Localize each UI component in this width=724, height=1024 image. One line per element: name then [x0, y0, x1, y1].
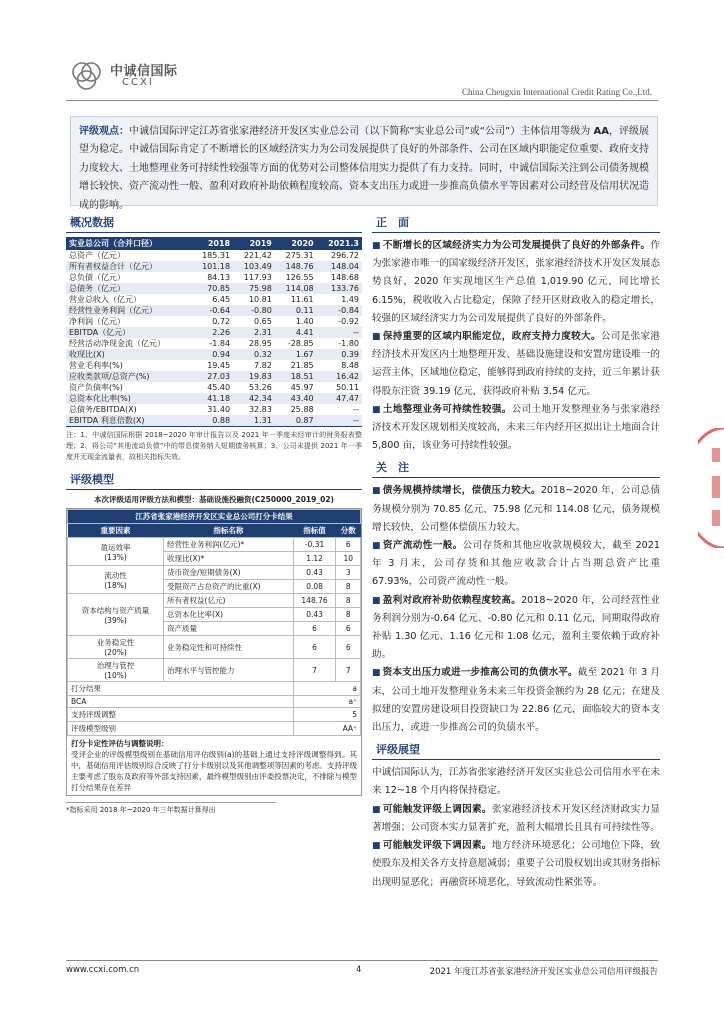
positive-item-head: 土地整理业务可持续性较强。 — [382, 403, 512, 415]
overview-row — [66, 382, 362, 393]
explanation-title: 打分卡定性评估与调整说明： — [71, 739, 169, 748]
downgrade-factors — [372, 837, 660, 892]
scorecard-indicator: 治理水平与管控能力 — [164, 659, 294, 682]
outlook-title: 评级展望 — [376, 743, 420, 757]
overview-value: 117.93 — [243, 273, 272, 282]
scorecard-source-note: *指标采用 2018 年~2020 年三年数据计算得出 — [66, 802, 276, 815]
scorecard-factor — [68, 594, 164, 636]
overview-value: 6.45 — [212, 295, 231, 304]
positive-item — [372, 401, 660, 456]
overview-value: -1.84 — [209, 339, 231, 348]
bullet-square-icon: ■ — [372, 332, 381, 343]
scorecard-score: 8 — [336, 608, 361, 622]
scorecard-row — [68, 594, 361, 608]
overview-title: 概况数据 — [70, 216, 114, 229]
overview-value: 47.47 — [317, 393, 362, 404]
overview-metric: EBITDA（亿元） — [66, 327, 191, 338]
overview-value: 0.94 — [191, 349, 233, 360]
overview-value: 50.11 — [336, 383, 359, 392]
footer-page-number: 4 — [356, 965, 362, 975]
upgrade-factors — [372, 801, 660, 837]
scorecard-indicator: 所有者权益(亿元) — [164, 594, 294, 608]
scorecard-score: 7 — [336, 659, 361, 682]
scorecard-summary-row — [68, 696, 361, 708]
upgrade-body: 张家港经济技术开发区经济财政实力显著增强；公司资本实力显著扩充，盈利大幅增长且具有可持续性等。 — [372, 803, 660, 833]
overview-value: 19.83 — [233, 371, 275, 382]
scorecard-score: 6 — [336, 636, 361, 659]
overview-value: 126.55 — [285, 273, 314, 282]
scorecard-score: 6 — [336, 622, 361, 636]
scorecard-summary-row — [68, 708, 361, 722]
logo-cn-text: 中诚信国际 — [110, 64, 178, 79]
factor-name: 资本结构与资产质量 — [81, 605, 150, 615]
scorecard-indicator-value: 0.43 — [293, 566, 336, 580]
overview-row — [66, 360, 362, 371]
overview-header-cell: 实业总公司（合并口径） — [66, 237, 191, 250]
summary-text-1: 中诚信国际评定江苏省张家港经济开发区实业总公司（以下简称“实业总公司”或“公司”）主体信用等级为 — [129, 126, 594, 137]
overview-value: 27.03 — [191, 371, 233, 382]
overview-value: -- — [317, 327, 362, 338]
overview-value: -0.80 — [233, 305, 275, 316]
overview-value: 296.72 — [331, 251, 359, 260]
overview-value: 1.31 — [233, 415, 275, 427]
footer-website: www.ccxi.com.cn — [66, 965, 140, 975]
outlook-title-rule — [372, 759, 660, 760]
explanation-text: 受评企业的评级模型级别在基础信用评估级别(a)的基础上通过支持评级调整得到。其中，基础信用评估级别综合反映了打分卡级别以及其他调整项等因素的考虑。支持评级主要考虑了股东及政府等外部支持因素，最终模型级别由评委投票决定，不排除与模型打分结果存在差异 — [71, 750, 357, 792]
negative-item-head: 资产流动性一般。 — [382, 540, 463, 552]
bullet-square-icon: ■ — [372, 541, 381, 552]
positive-item — [372, 237, 660, 328]
logo-en-text: CCXI — [122, 77, 154, 88]
overview-metric: 应收类款项/总资产(%) — [66, 371, 191, 382]
overview-value: 0.32 — [233, 349, 275, 360]
upgrade-head: 可能触发评级上调因素。 — [382, 803, 492, 815]
overview-metric: 收现比(X) — [66, 349, 191, 360]
downgrade-body: 地方经济环境恶化；公司地位下降，致使股东及相关各方支持意愿减弱；重要子公司股权划出或其财务指标出现明显恶化；再融资环境恶化，导致流动性紧张等。 — [372, 840, 660, 888]
overview-header-cell: 2019 — [233, 237, 275, 250]
overview-value: 1.67 — [275, 349, 317, 360]
overview-metric: 总债务/EBITDA(X) — [69, 405, 137, 414]
scorecard-indicator: 业务稳定性和可持续性 — [164, 636, 294, 659]
overview-value: 185.31 — [202, 251, 231, 260]
negative-item-body: 公司存货和其他应收款规模较大，截至 2021 年 3 月末，公司存货和其他应收款合计占当期总资产比重 67.93%，公司资产流动性一般。 — [372, 540, 660, 588]
overview-metric: 营业总收入（亿元） — [69, 295, 141, 304]
scorecard-row — [68, 566, 361, 580]
negative-item-head: 盈利对政府补助依赖程度较高。 — [382, 594, 522, 606]
overview-header-cell: 2021.3 — [317, 237, 362, 250]
overview-value: 101.18 — [191, 261, 233, 272]
overview-header-cell: 2020 — [275, 237, 317, 250]
overview-metric: 总负债（亿元） — [69, 273, 125, 282]
model-title: 评级模型 — [70, 473, 114, 486]
negative-item — [372, 482, 660, 537]
overview-value: 2.31 — [233, 327, 275, 338]
negative-title: 关 注 — [376, 461, 409, 475]
overview-metric: 营业毛利率(%) — [69, 361, 123, 370]
scorecard-score: 8 — [336, 580, 361, 594]
overview-value: -0.84 — [317, 305, 362, 316]
positive-item-body: 公司土地开发整理业务与张家港经济技术开发区规划相关度较高，未来三年内经开区拟出让土地面合计 5,800 亩，该业务可持续性较强。 — [372, 403, 661, 452]
scorecard-factor — [68, 636, 164, 659]
summary-lead: 评级观点： — [79, 126, 130, 137]
scorecard-indicator-value: 1.12 — [293, 552, 336, 566]
overview-value: 21.85 — [290, 361, 314, 370]
factor-weight: (18%) — [104, 580, 127, 590]
factor-name: 盈运效率 — [100, 542, 131, 552]
overview-value: 0.88 — [191, 415, 233, 427]
footer-divider — [66, 960, 658, 961]
seal-stamp-icon — [698, 428, 724, 548]
overview-row — [66, 404, 362, 415]
overview-title-rule — [66, 232, 362, 233]
scorecard-factor — [68, 566, 164, 594]
bullet-square-icon: ■ — [372, 486, 381, 497]
scorecard-table — [67, 509, 361, 736]
overview-metric: EBITDA 利息倍数(X) — [66, 415, 191, 427]
negative-item — [372, 537, 660, 592]
scorecard-header-cell: 指标值 — [293, 524, 336, 538]
overview-value: 45.97 — [290, 383, 314, 392]
overview-value: 32.83 — [248, 405, 272, 414]
overview-value: 53.26 — [248, 383, 272, 392]
overview-value: 8.48 — [341, 361, 359, 370]
bullet-square-icon: ■ — [372, 404, 381, 415]
overview-value: 31.40 — [207, 405, 231, 414]
scorecard-indicator-value: 0.08 — [293, 580, 336, 594]
overview-value: 221.42 — [243, 251, 272, 260]
scorecard-indicator-value: 0.43 — [293, 608, 336, 622]
overview-table — [66, 237, 362, 427]
footer-report-name: 2021 年度江苏省张家港经济开发区实业总公司信用评级报告 — [429, 967, 658, 977]
overview-value: 1.49 — [341, 295, 359, 304]
scorecard-indicator-value: -0.31 — [293, 538, 336, 552]
overview-value: 18.51 — [275, 371, 317, 382]
overview-row — [66, 305, 362, 316]
overview-value: -1.80 — [338, 339, 359, 348]
model-caption: 本次评级适用评级方法和模型：基础设施投融资(C250000_2019_02) — [94, 495, 334, 504]
positive-title: 正 面 — [376, 216, 409, 229]
overview-row — [66, 294, 362, 305]
negative-item-head: 债务规模持续增长，偿债压力较大。 — [382, 485, 541, 497]
scorecard-title: 江苏省张家港经济开发区实业总公司打分卡结果 — [68, 510, 361, 524]
overview-value: 0.87 — [275, 415, 317, 427]
model-title-rule — [66, 489, 362, 490]
company-english-name: China Chengxin International Credit Rating Co.,Ltd. — [462, 87, 652, 97]
scorecard-row — [68, 636, 361, 659]
overview-value: 42.34 — [233, 393, 275, 404]
overview-row — [66, 327, 362, 338]
summary-label: 打分结果 — [68, 682, 294, 696]
outlook-text: 中诚信国际认为，江苏省张家港经济开发区实业总公司信用水平在未来 12~18 个月内将保持稳定。 — [372, 767, 660, 797]
scorecard-factor — [68, 659, 164, 682]
scorecard-header-cell: 指标名称 — [164, 524, 294, 538]
positive-title-rule — [372, 232, 660, 233]
overview-value: 133.76 — [317, 283, 362, 294]
overview-value: 4.41 — [275, 327, 317, 338]
overview-row — [66, 261, 362, 272]
scorecard-indicator: 收现比(X)* — [164, 552, 294, 566]
positive-item-body: 公司是张家港经济技术开发区内土地整理开发、基础设施建设和安置房建设唯一的运营主体，区域地位稳定，能够得到政府持续的支持，近三年累计获得股东注资 39.19 亿元，获得政府补贴 3.54 亿元。 — [372, 331, 661, 397]
summary-text-2: ，评级展望为稳定。中诚信国际肯定了不断增长的区域经济实力为公司发展提供了良好的外部条件、公司在区域内职能定位重要、政府支持力度较大、土地整理业务可持续性较强等方面的优势对公司整体信用实力提供了有力支持。同时，中诚信国际关注到公司债务规模增长较快、资产流动性一般、盈利对政府补助依赖程度较高、资本支出压力或进一步推高负债水平等因素对公司经营及信用状况造成的影响。 — [79, 126, 650, 211]
summary-rating: AA — [593, 126, 609, 137]
overview-value: 0.11 — [275, 305, 317, 316]
overview-row — [66, 338, 362, 349]
scorecard-factor — [68, 538, 164, 566]
scorecard-indicator: 受限资产占总资产的比重(X) — [164, 580, 294, 594]
scorecard-summary-row — [68, 682, 361, 696]
overview-metric: 资产负债率(%) — [69, 383, 123, 392]
rating-summary-box — [70, 116, 658, 211]
scorecard-score: 10 — [336, 552, 361, 566]
overview-value: 103.49 — [233, 261, 275, 272]
overview-value: 28.95 — [248, 339, 272, 348]
positive-item — [372, 328, 660, 401]
overview-value: 0.65 — [254, 317, 272, 326]
negative-item-head: 资本支出压力或进一步推高公司的负债水平。 — [382, 667, 578, 679]
overview-row — [66, 272, 362, 283]
overview-value: -0.64 — [191, 305, 233, 316]
scorecard-row — [68, 538, 361, 552]
overview-metric: 经营性业务利润（亿元） — [66, 305, 191, 316]
overview-value: 1.40 — [295, 317, 314, 326]
scorecard-header-cell: 分数 — [336, 524, 361, 538]
scorecard-score: 3 — [336, 566, 361, 580]
overview-value: 45.40 — [207, 383, 231, 392]
overview-metric: 总资本化比率(%) — [66, 393, 191, 404]
overview-metric: 总资产（亿元） — [69, 251, 125, 260]
summary-label: 评级模型级别 — [68, 722, 294, 736]
overview-value: -- — [353, 405, 359, 414]
overview-value: 0.72 — [212, 317, 231, 326]
ccxi-logo — [70, 58, 180, 94]
overview-note: 注：1、中诚信国际根据 2018~2020 年审计报告以及 2021 年一季度未经审计的财务报表整理；2、将公司“其他流动负债”中的带息债务纳入短期债务核算；3、公司未提供 2021 年一季度并无现金流量表，故相关指标失效。 — [66, 431, 362, 461]
overview-value: 148.04 — [317, 261, 362, 272]
scorecard-header-row — [68, 524, 361, 538]
scorecard-indicator-value: 6 — [293, 622, 336, 636]
overview-value: 275.31 — [285, 251, 314, 260]
factor-weight: (13%) — [104, 552, 127, 562]
left-column — [66, 210, 362, 815]
header-divider — [66, 100, 658, 101]
overview-value: 84.13 — [207, 273, 231, 282]
overview-metric: 所有者权益合计（亿元） — [66, 261, 191, 272]
factor-name: 业务稳定性 — [96, 638, 135, 647]
overview-value: 7.82 — [254, 361, 272, 370]
scorecard-indicator: 资产质量 — [164, 622, 294, 636]
bullet-square-icon: ■ — [372, 841, 381, 852]
overview-value: 148.68 — [331, 273, 359, 282]
negative-item-body: 截至 2021 年 3 月末，公司土地开发整理业务未来三年投资金额约为 28 亿元；在建及拟建的安置房建设项目投资缺口为 22.86 亿元，面临较大的资本支出压力，或进一步推高公司的负债水平。 — [372, 667, 661, 734]
overview-value: -0.92 — [338, 317, 359, 326]
scorecard-title-row — [68, 510, 361, 524]
overview-row — [66, 349, 362, 360]
overview-value: 114.08 — [275, 283, 317, 294]
factor-weight: (39%) — [104, 615, 127, 625]
scorecard-indicator: 经营性业务利润(亿元)* — [164, 538, 294, 552]
factor-weight: (20%) — [104, 648, 127, 657]
overview-row — [66, 316, 362, 327]
negative-item — [372, 664, 660, 737]
overview-value: 25.88 — [290, 405, 314, 414]
bullet-square-icon: ■ — [372, 241, 381, 251]
scorecard — [66, 508, 362, 796]
summary-label: 支持评级调整 — [68, 708, 294, 722]
overview-value: 43.40 — [275, 393, 317, 404]
overview-value: 2.26 — [191, 327, 233, 338]
overview-value: -28.85 — [287, 339, 314, 348]
scorecard-summary-row — [68, 722, 361, 736]
overview-value: 148.76 — [275, 261, 317, 272]
scorecard-score: 8 — [336, 594, 361, 608]
scorecard-indicator-value: 7 — [293, 659, 336, 682]
bullet-square-icon: ■ — [372, 595, 381, 606]
right-column — [372, 210, 660, 892]
summary-value: a — [293, 682, 360, 696]
summary-value: a⁺ — [293, 696, 360, 708]
negative-item-body: 2018~2020 年，公司总债务规模分别为 70.85 亿元、75.98 亿元和 114.08 亿元，债务规模增长较快，公司整体偿债压力较大。 — [372, 485, 661, 533]
overview-row — [66, 250, 362, 261]
positive-item-head: 不断增长的区域经济实力为公司发展提供了良好的外部条件。 — [382, 240, 651, 251]
overview-table-body — [66, 250, 362, 427]
overview-value: 75.98 — [233, 283, 275, 294]
overview-header-cell: 2018 — [191, 237, 233, 250]
overview-row — [66, 283, 362, 294]
overview-metric: 经营活动净现金流（亿元） — [69, 339, 165, 348]
summary-label: BCA — [68, 696, 294, 708]
overview-value: -- — [317, 415, 362, 427]
overview-value: 41.18 — [191, 393, 233, 404]
downgrade-head: 可能触发评级下调因素。 — [382, 840, 492, 852]
overview-metric: 净利润（亿元） — [69, 317, 125, 326]
overview-value: 10.81 — [248, 295, 272, 304]
scorecard-explanation — [67, 736, 361, 795]
positive-item-head: 保持重要的区域内职能定位，政府支持力度较大。 — [382, 331, 601, 343]
overview-row — [66, 415, 362, 427]
overview-value: 70.85 — [191, 283, 233, 294]
scorecard-indicator: 总资本化比率(X) — [164, 608, 294, 622]
scorecard-score: 6 — [336, 538, 361, 552]
overview-row — [66, 371, 362, 382]
overview-row — [66, 393, 362, 404]
overview-value: 19.45 — [207, 361, 231, 370]
positive-list — [372, 237, 660, 455]
factor-name: 流动性 — [104, 570, 127, 580]
summary-value: AA⁺ — [293, 722, 360, 736]
ccxi-logo-icon — [70, 58, 104, 92]
summary-value: 5 — [293, 708, 360, 722]
negative-item — [372, 592, 660, 665]
scorecard-row — [68, 659, 361, 682]
scorecard-indicator: 货币资金/短期债务(X) — [164, 566, 294, 580]
overview-table-header — [66, 237, 362, 250]
overview-value: 11.61 — [290, 295, 314, 304]
overview-value: 16.42 — [317, 371, 362, 382]
negative-title-rule — [372, 477, 660, 478]
bullet-square-icon: ■ — [372, 804, 381, 815]
overview-metric: 总债务（亿元） — [66, 283, 191, 294]
scorecard-indicator-value: 148.76 — [293, 594, 336, 608]
negative-item-body: 2018~2020 年，公司经营性业务利润分别为-0.64 亿元、-0.80 亿元和 0.11 亿元，同期取得政府补贴 1.30 亿元、1.16 亿元和 1.08 亿元，盈利主要依赖于政府补助。 — [372, 594, 661, 661]
overview-value: 0.39 — [317, 349, 362, 360]
scorecard-header-cell: 重要因素 — [68, 524, 164, 538]
bullet-square-icon: ■ — [372, 668, 381, 679]
factor-name: 治理与管控 — [96, 661, 135, 670]
positive-item-body: 作为张家港市唯一的国家级经济开发区，张家港经济技术开发区发展态势良好，2020 年实现地区生产总值 1,019.90 亿元，同比增长 6.15%，税收收入占比稳定，保障了经开区财政收入的稳定增长，较强的区域经济实力为公司发展提供了良好的外部条件。 — [372, 240, 660, 324]
negative-list — [372, 482, 660, 737]
factor-weight: (10%) — [104, 671, 127, 680]
scorecard-indicator-value: 6 — [293, 636, 336, 659]
